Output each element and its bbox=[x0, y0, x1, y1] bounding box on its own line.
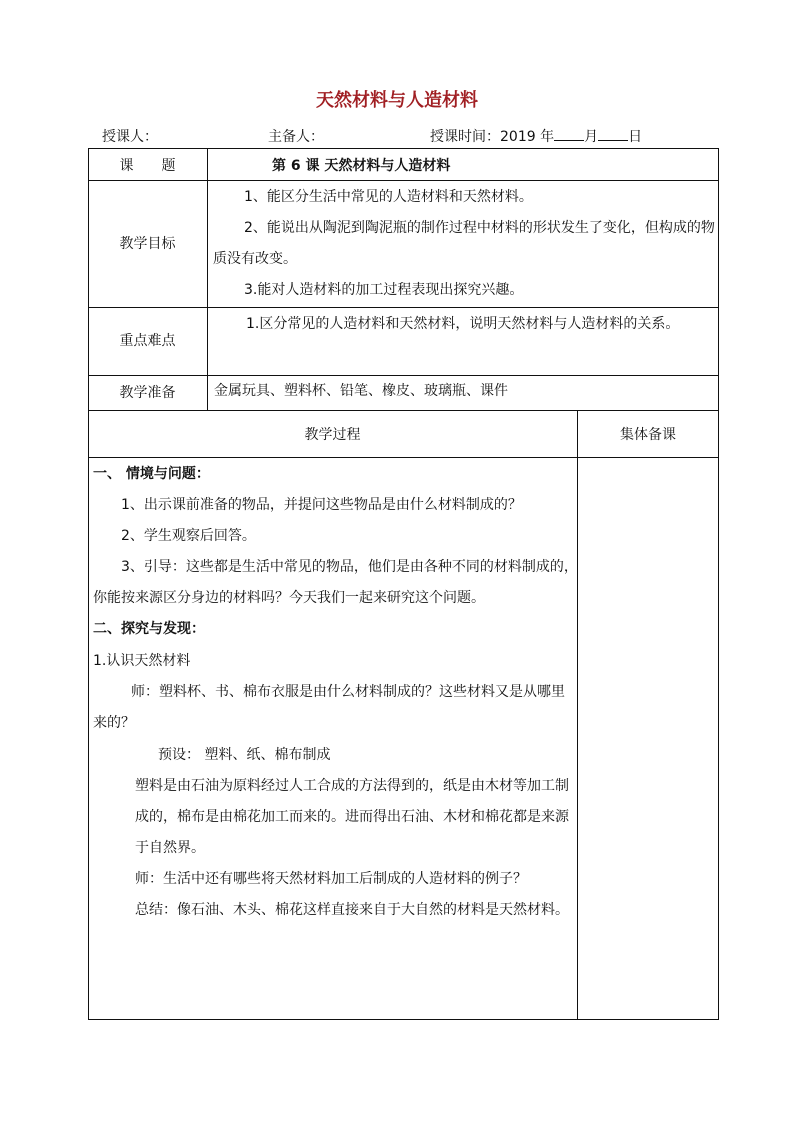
table-column-rule bbox=[577, 410, 578, 1020]
preparation-value: 金属玩具、塑料杯、铅笔、橡皮、玻璃瓶、课件 bbox=[214, 383, 508, 399]
process-line: 于自然界。 bbox=[135, 840, 205, 856]
process-line: 塑料是由石油为原料经过人工合成的方法得到的，纸是由木材等加工制 bbox=[135, 778, 569, 794]
month-blank bbox=[554, 126, 584, 141]
process-line: 3、引导：这些都是生活中常见的物品，他们是由各种不同的材料制成的， bbox=[121, 559, 578, 575]
table-rule bbox=[88, 375, 719, 376]
process-line: 总结：像石油、木头、棉花这样直接来自于大自然的材料是天然材料。 bbox=[135, 902, 569, 918]
section-heading: 一、 情境与问题： bbox=[93, 466, 210, 482]
collective-header: 集体备课 bbox=[620, 427, 676, 443]
objective-item: 质没有改变。 bbox=[213, 251, 297, 267]
preparer-label: 主备人： bbox=[268, 129, 324, 145]
day-blank bbox=[598, 126, 628, 141]
lesson-time bbox=[430, 126, 642, 146]
month-label: 月 bbox=[584, 129, 599, 145]
topic-value: 第 6 课 天然材料与人造材料 bbox=[272, 158, 451, 174]
table-rule bbox=[88, 180, 719, 181]
key-points-label: 重点难点 bbox=[119, 333, 176, 349]
key-points-value: 1.区分常见的人造材料和天然材料，说明天然材料与人造材料的关系。 bbox=[246, 316, 680, 332]
process-line: 成的，棉布是由棉花加工而来的。进而得出石油、木材和棉花都是来源 bbox=[135, 809, 569, 825]
process-line: 师：生活中还有哪些将天然材料加工后制成的人造材料的例子？ bbox=[135, 871, 527, 887]
lecturer-label: 授课人： bbox=[102, 129, 158, 145]
table-rule bbox=[88, 410, 719, 411]
process-line: 预设： 塑料、纸、棉布制成 bbox=[158, 747, 331, 763]
table-rule bbox=[88, 307, 719, 308]
day-label: 日 bbox=[628, 129, 643, 145]
process-line: 来的？ bbox=[93, 715, 135, 731]
preparation-label: 教学准备 bbox=[119, 385, 176, 401]
topic-label: 课 题 bbox=[119, 158, 176, 174]
subsection-heading: 1.认识天然材料 bbox=[93, 653, 191, 669]
table-rule bbox=[88, 457, 719, 458]
objectives-label: 教学目标 bbox=[119, 236, 176, 252]
lesson-time-label: 授课时间：2019 年 bbox=[430, 129, 555, 145]
objective-item: 1、能区分生活中常见的人造材料和天然材料。 bbox=[244, 189, 533, 205]
process-line: 1、出示课前准备的物品，并提问这些物品是由什么材料制成的？ bbox=[121, 497, 522, 513]
objective-item: 2、能说出从陶泥到陶泥瓶的制作过程中材料的形状发生了变化，但构成的物 bbox=[244, 220, 715, 236]
process-line: 2、学生观察后回答。 bbox=[121, 528, 256, 544]
document-title: 天然材料与人造材料 bbox=[316, 90, 478, 111]
process-line: 你能按来源区分身边的材料吗？今天我们一起来研究这个问题。 bbox=[93, 590, 485, 606]
section-heading: 二、探究与发现： bbox=[93, 621, 205, 637]
objective-item: 3.能对人造材料的加工过程表现出探究兴趣。 bbox=[244, 282, 524, 298]
process-header: 教学过程 bbox=[304, 427, 361, 443]
table-column-rule bbox=[207, 148, 208, 410]
process-line: 师：塑料杯、书、棉布衣服是由什么材料制成的？这些材料又是从哪里 bbox=[131, 684, 565, 700]
